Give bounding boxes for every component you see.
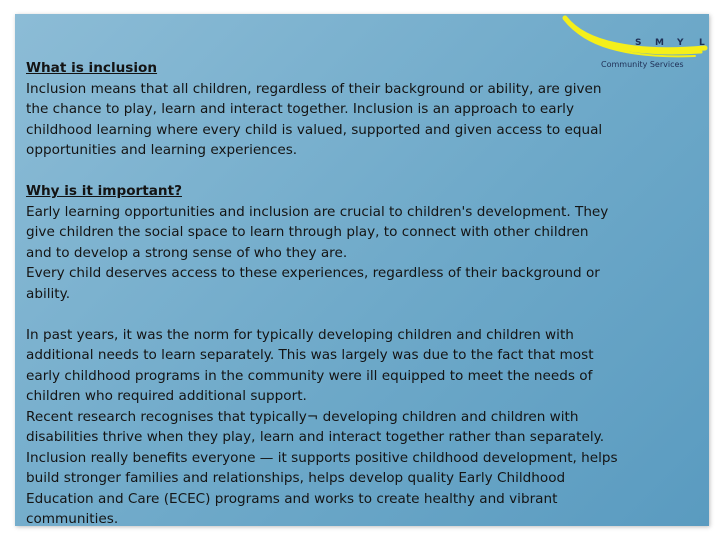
section-what-is-inclusion	[26, 58, 691, 161]
text-line: the chance to play, learn and interact together. Inclusion is an approach to early	[26, 101, 574, 117]
slide-content	[26, 58, 691, 526]
text-line: build stronger families and relationships, helps develop quality Early Childhood	[26, 470, 566, 486]
section-heading: Why is it important?	[26, 183, 182, 199]
text-line: give children the social space to learn through play, to connect with other children	[26, 224, 589, 240]
text-line: disabilities thrive when they play, learn and interact together rather than separately.	[26, 429, 605, 445]
text-line: Recent research recognises that typically¬ developing children and children with	[26, 408, 579, 425]
section-heading: What is inclusion	[26, 60, 158, 76]
slide	[15, 14, 709, 526]
logo-letter-s: S	[635, 38, 642, 48]
text-line: communities.	[26, 511, 119, 526]
text-line: ability.	[26, 285, 71, 302]
text-line: In past years, it was the norm for typically developing children and children with	[26, 326, 574, 343]
text-line: Inclusion really benefits everyone — it supports positive childhood development, helps	[26, 449, 618, 466]
section-past-years	[26, 325, 691, 527]
text-line: Education and Care (ECEC) programs and works to create healthy and vibrant	[26, 490, 558, 507]
text-line: childhood learning where every child is valued, supported and given access to equal	[26, 121, 603, 138]
text-line: Inclusion means that all children, regardless of their background or ability, are given	[26, 80, 602, 97]
text-line: additional needs to learn separately. This was largely was due to the fact that most	[26, 347, 594, 363]
text-line: and to develop a strong sense of who they are.	[26, 244, 348, 261]
logo-letter-m: M	[655, 38, 664, 48]
text-line: children who required additional support.	[26, 388, 307, 404]
section-why-important	[26, 181, 691, 304]
text-line: Early learning opportunities and inclusion are crucial to children's development. They	[26, 203, 609, 220]
logo-letter-l: L	[699, 38, 705, 48]
text-line: early childhood programs in the community were ill equipped to meet the needs of	[26, 367, 593, 384]
logo-community-services: Community Services	[601, 60, 684, 69]
text-line: Every child deserves access to these experiences, regardless of their background or	[26, 265, 600, 281]
text-line: opportunities and learning experiences.	[26, 142, 298, 158]
logo-letter-y: Y	[677, 38, 684, 48]
